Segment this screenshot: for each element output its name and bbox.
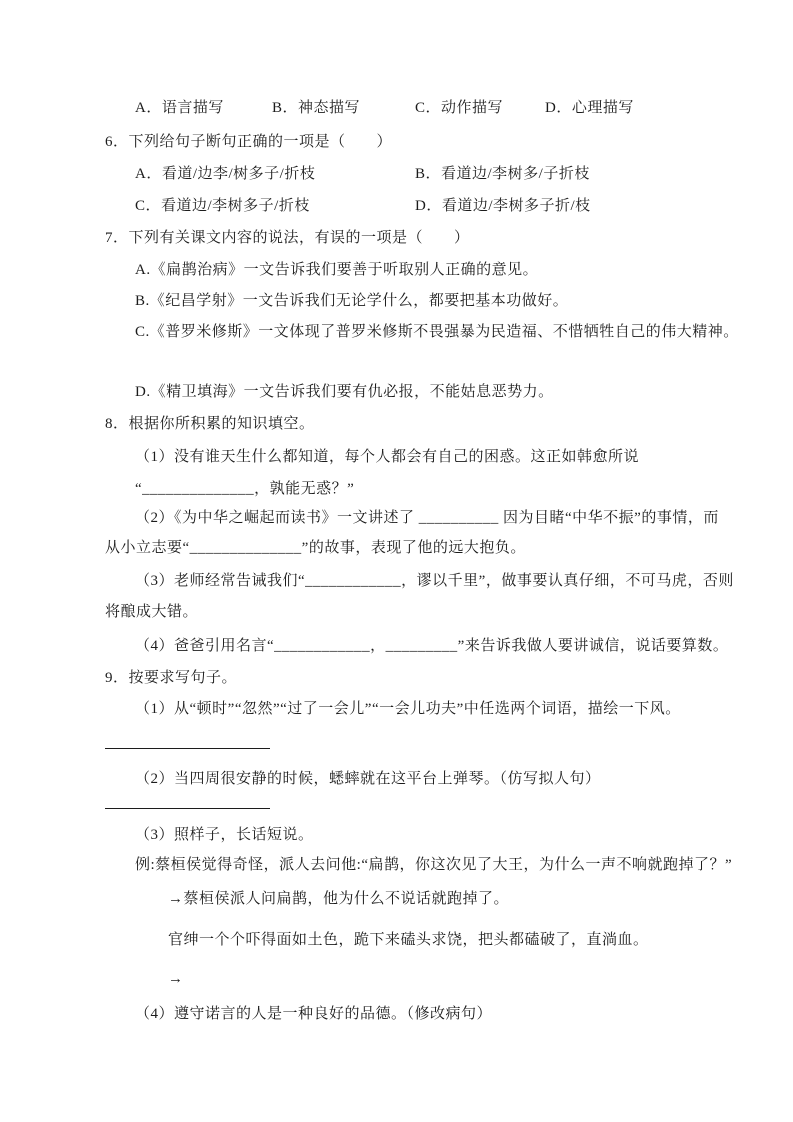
option-d: D．心理描写 xyxy=(545,100,634,116)
q9-sub3: （3）照样子，长话短说。 xyxy=(135,827,314,843)
q7-stem: 7．下列有关课文内容的说法，有误的一项是（ ） xyxy=(105,230,470,246)
option-b: B．神态描写 xyxy=(272,100,361,116)
answer-line-2 xyxy=(105,796,270,809)
q8-sub1-line2: “______________，孰能无惑？” xyxy=(135,481,355,497)
q6-option-d: D．看道边/李树多子折/枝 xyxy=(415,198,591,214)
q9-sub1: （1）从“顿时”“忽然”“过了一会儿”“一会儿功夫”中任选两个词语，描绘一下风。 xyxy=(135,701,681,717)
q7-option-a: A.《扁鹊治病》一文告诉我们要善于听取别人正确的意见。 xyxy=(135,262,539,278)
q8-sub2-line1: （2）《为中华之崛起而读书》一文讲述了 __________ 因为目睹“中华不振”的事情，而 xyxy=(135,510,719,526)
q7-option-d: D.《精卫填海》一文告诉我们要有仇必报，不能姑息恶势力。 xyxy=(135,384,554,400)
option-c: C．动作描写 xyxy=(415,100,504,116)
q9-sub3-task: 官绅一个个吓得面如土色，跪下来磕头求饶，把头都磕破了，直淌血。 xyxy=(168,932,649,948)
answer-line-1 xyxy=(105,736,270,749)
q6-option-c: C．看道边/李树多子/折枝 xyxy=(135,198,310,214)
q9-sub3-arrow: → xyxy=(168,971,184,987)
q7-option-b: B.《纪昌学射》一文告诉我们无论学什么，都要把基本功做好。 xyxy=(135,293,569,309)
q8-sub2-line2: 从小立志要“______________”的故事，表现了他的远大抱负。 xyxy=(105,540,526,556)
q9-sub3-example: 例:蔡桓侯觉得奇怪，派人去问他:“扁鹊，你这次见了大王，为什么一声不响就跑掉了？” xyxy=(135,857,733,873)
q6-stem: 6．下列给句子断句正确的一项是（ ） xyxy=(105,134,393,150)
q6-options-row-1 xyxy=(135,164,590,184)
q8-sub3-line2: 将酿成大错。 xyxy=(105,604,199,620)
q9-stem: 9．按要求写句子。 xyxy=(105,670,238,686)
option-a: A．语言描写 xyxy=(135,100,224,116)
q8-stem: 8．根据你所积累的知识填空。 xyxy=(105,416,315,432)
q8-sub3-line1: （3）老师经常告诫我们“____________，谬以千里”，做事要认真仔细，不可马虎，否则 xyxy=(135,573,734,589)
prev-question-options-row xyxy=(135,98,634,118)
q7-option-c: C.《普罗米修斯》一文体现了普罗米修斯不畏强暴为民造福、不惜牺牲自己的伟大精神。 xyxy=(135,324,739,340)
q8-sub1-line1: （1）没有谁天生什么都知道，每个人都会有自己的困惑。这正如韩愈所说 xyxy=(135,449,640,465)
q9-sub3-example-answer: →蔡桓侯派人问扁鹊，他为什么不说话就跑掉了。 xyxy=(168,891,510,907)
q9-sub2: （2）当四周很安静的时候，蟋蟀就在这平台上弹琴。（仿写拟人句） xyxy=(135,771,601,787)
q8-sub4: （4）爸爸引用名言“____________，_________”来告诉我做人要讲诚信，说话要算数。 xyxy=(135,638,729,654)
q9-sub4: （4）遵守诺言的人是一种良好的品德。（修改病句） xyxy=(135,1006,493,1022)
q6-option-a: A．看道/边李/树多子/折枝 xyxy=(135,166,316,182)
q6-option-b: B．看道边/李树多/子折枝 xyxy=(415,166,590,182)
q6-options-row-2 xyxy=(135,196,591,216)
